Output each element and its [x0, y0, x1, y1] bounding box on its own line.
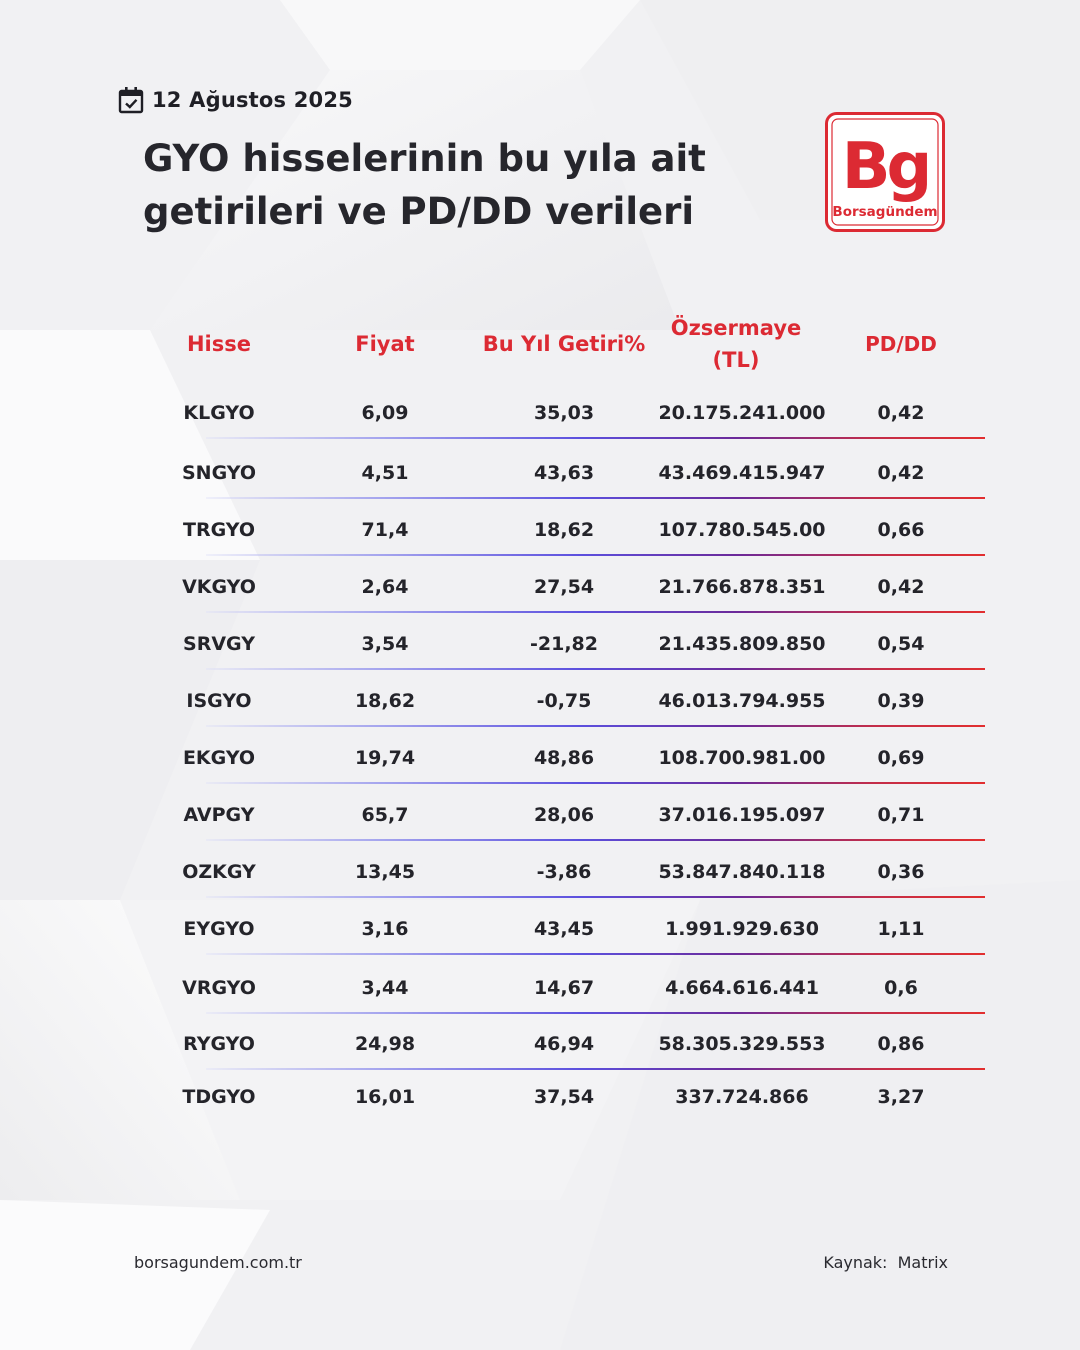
cell-fiyat: 3,44 [361, 977, 409, 999]
cell-pddd: 1,11 [877, 918, 925, 940]
cell-ozsermaye: 43.469.415.947 [658, 462, 826, 484]
cell-getiri: 18,62 [533, 519, 595, 541]
cell-hisse: TDGYO [182, 1086, 256, 1108]
cell-fiyat: 65,7 [361, 804, 409, 826]
table-row [150, 508, 985, 565]
table-row [150, 622, 985, 679]
row-divider [206, 1012, 985, 1014]
row-divider [206, 839, 985, 841]
cell-hisse: AVPGY [183, 804, 255, 826]
table-row [150, 793, 985, 850]
cell-hisse: ISGYO [186, 690, 252, 712]
cell-getiri: 14,67 [533, 977, 595, 999]
cell-hisse: RYGYO [183, 1033, 255, 1055]
row-divider [206, 437, 985, 439]
source-note: Kaynak: Matrix [823, 1253, 948, 1272]
table-row [150, 850, 985, 907]
row-divider [206, 725, 985, 727]
cell-pddd: 0,54 [877, 633, 925, 655]
cell-ozsermaye: 21.435.809.850 [658, 633, 826, 655]
cell-getiri: -0,75 [536, 690, 592, 712]
cell-getiri: -21,82 [530, 633, 598, 655]
title-line-1: GYO hisselerinin bu yıla ait [143, 137, 706, 180]
table-row [150, 451, 985, 508]
row-divider [206, 497, 985, 499]
cell-hisse: VKGYO [182, 576, 256, 598]
date: 12 Ağustos 2025 [152, 88, 353, 112]
row-divider [206, 611, 985, 613]
table-row [150, 1075, 985, 1132]
cell-fiyat: 24,98 [354, 1033, 416, 1055]
cell-ozsermaye: 21.766.878.351 [658, 576, 826, 598]
table-row [150, 1022, 985, 1079]
cell-fiyat: 6,09 [361, 402, 409, 424]
cell-pddd: 0,69 [877, 747, 925, 769]
cell-ozsermaye: 20.175.241.000 [658, 402, 826, 424]
cell-hisse: SNGYO [182, 462, 256, 484]
title-line-2: getirileri ve PD/DD verileri [143, 190, 695, 233]
cell-hisse: EYGYO [183, 918, 255, 940]
cell-fiyat: 3,54 [361, 633, 409, 655]
cell-pddd: 3,27 [877, 1086, 925, 1108]
cell-pddd: 0,39 [877, 690, 925, 712]
column-header-getiri: Bu Yıl Getiri% [482, 332, 646, 356]
column-header-hisse: Hisse [186, 332, 251, 356]
cell-ozsermaye: 4.664.616.441 [665, 977, 819, 999]
cell-ozsermaye: 58.305.329.553 [658, 1033, 826, 1055]
cell-fiyat: 71,4 [361, 519, 409, 541]
cell-ozsermaye: 37.016.195.097 [658, 804, 826, 826]
column-header-fiyat: Fiyat [355, 332, 415, 356]
cell-getiri: 43,63 [533, 462, 595, 484]
cell-ozsermaye: 107.780.545.00 [658, 519, 826, 541]
cell-fiyat: 2,64 [361, 576, 409, 598]
cell-getiri: 37,54 [533, 1086, 595, 1108]
cell-getiri: 35,03 [533, 402, 595, 424]
cell-hisse: EKGYO [182, 747, 256, 769]
logo-name: Borsagündem [832, 204, 938, 220]
cell-fiyat: 13,45 [354, 861, 416, 883]
calendar-check-icon [118, 86, 144, 114]
cell-fiyat: 3,16 [361, 918, 409, 940]
cell-pddd: 0,42 [877, 462, 925, 484]
row-divider [206, 896, 985, 898]
column-header-ozsermaye-line2: (TL) [712, 348, 760, 372]
cell-pddd: 0,36 [877, 861, 925, 883]
row-divider [206, 554, 985, 556]
cell-ozsermaye: 108.700.981.00 [658, 747, 826, 769]
bg-logo-icon [825, 112, 945, 232]
row-divider [206, 668, 985, 670]
column-header-ozsermaye [650, 312, 822, 376]
cell-pddd: 0,6 [884, 977, 918, 999]
cell-pddd: 0,71 [877, 804, 925, 826]
cell-pddd: 0,86 [877, 1033, 925, 1055]
cell-hisse: OZKGY [182, 861, 256, 883]
cell-getiri: 43,45 [533, 918, 595, 940]
cell-ozsermaye: 53.847.840.118 [658, 861, 826, 883]
cell-pddd: 0,42 [877, 402, 925, 424]
cell-hisse: KLGYO [183, 402, 255, 424]
cell-ozsermaye: 337.724.866 [675, 1086, 809, 1108]
cell-hisse: TRGYO [182, 519, 255, 541]
cell-ozsermaye: 46.013.794.955 [658, 690, 826, 712]
table-row [150, 736, 985, 793]
cell-pddd: 0,66 [877, 519, 925, 541]
table-row [150, 907, 985, 964]
column-header-pddd: PD/DD [865, 332, 937, 356]
cell-getiri: 48,86 [533, 747, 595, 769]
cell-getiri: 46,94 [533, 1033, 595, 1055]
borsagundem-logo [825, 112, 945, 232]
cell-hisse: SRVGY [183, 633, 255, 655]
column-header-ozsermaye-line1: Özsermaye [670, 316, 802, 340]
cell-fiyat: 4,51 [361, 462, 409, 484]
cell-ozsermaye: 1.991.929.630 [665, 918, 819, 940]
cell-fiyat: 16,01 [354, 1086, 416, 1108]
table-row [150, 966, 985, 1023]
cell-fiyat: 18,62 [354, 690, 416, 712]
cell-fiyat: 19,74 [354, 747, 416, 769]
row-divider [206, 782, 985, 784]
cell-getiri: 28,06 [533, 804, 595, 826]
row-divider [206, 1068, 985, 1070]
logo-letters: Bg [841, 130, 929, 204]
website-link[interactable]: borsagundem.com.tr [134, 1253, 302, 1272]
row-divider [206, 953, 985, 955]
cell-pddd: 0,42 [877, 576, 925, 598]
cell-getiri: 27,54 [533, 576, 595, 598]
table-row [150, 679, 985, 736]
table-row [150, 391, 985, 448]
date-row [118, 86, 353, 114]
table-row [150, 565, 985, 622]
cell-getiri: -3,86 [536, 861, 592, 883]
page-title [143, 132, 706, 238]
cell-hisse: VRGYO [182, 977, 256, 999]
